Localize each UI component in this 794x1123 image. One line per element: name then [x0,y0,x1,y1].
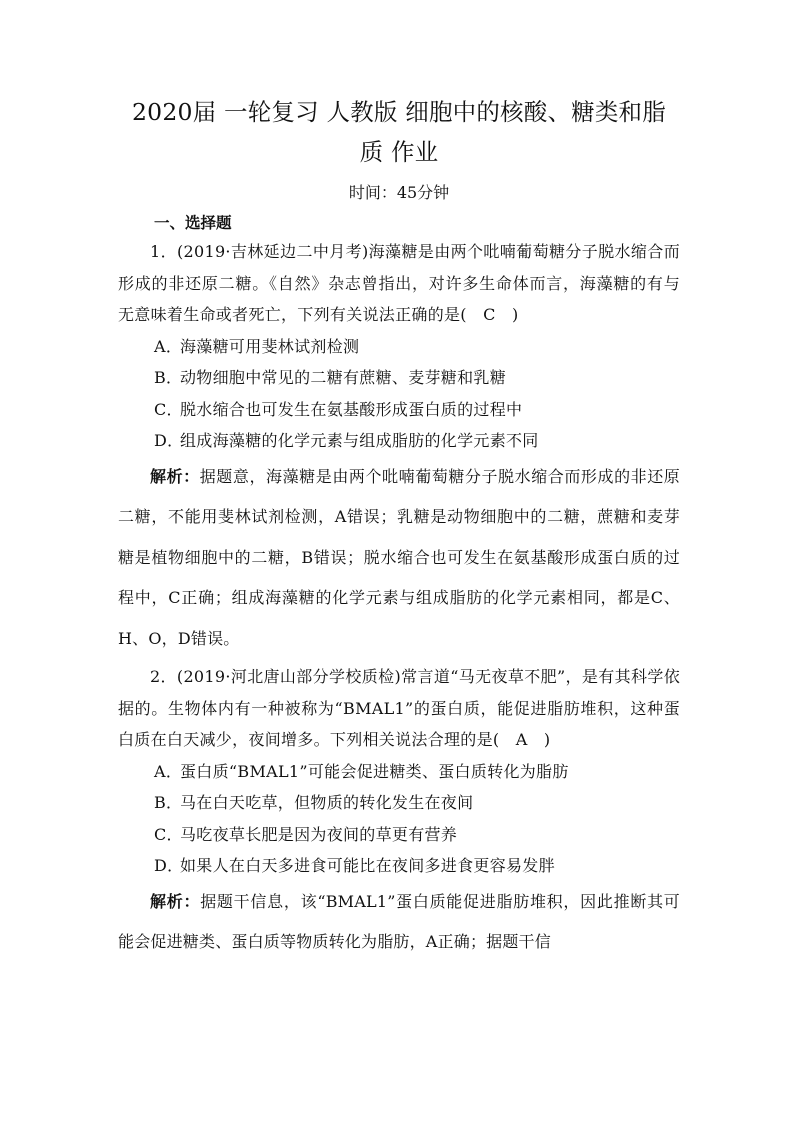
time-limit: 时间：45分钟 [348,183,450,202]
analysis [118,882,680,963]
analysis-label: 解析： [150,466,200,486]
analysis [118,457,680,660]
question-stem: 2．(2019·河北唐山部分学校质检)常言道“马无夜草不肥”，是有其科学依据的。生物体内有一种被称为“BMAL1”的蛋白质，能促进脂肪堆积，这种蛋白质在白天减少，夜间增多。下列相关说法合理的是( A ) [118,667,680,749]
option-d: D．组成海藻糖的化学元素与组成脂肪的化学元素不同 [154,431,539,450]
question-2 [118,661,680,963]
analysis-label: 解析： [150,891,201,911]
analysis-text: 据题干信息，该“BMAL1”蛋白质能促进脂肪堆积，因此推断其可能会促进糖类、蛋白质等物质转化为脂肪，A正确；据题干信 [118,891,680,951]
option-a: A．蛋白质“BMAL1”可能会促进糖类、蛋白质转化为脂肪 [154,761,569,781]
option-a: A．海藻糖可用斐林试剂检测 [154,336,360,356]
title-line-1: 2020届 一轮复习 人教版 细胞中的核酸、糖类和脂 [132,98,666,126]
option-b: B．动物细胞中常见的二糖有蔗糖、麦芽糖和乳糖 [154,368,507,387]
option-c: C．马吃夜草长肥是因为夜间的草更有营养 [154,824,458,844]
title-line-2: 质 作业 [359,138,439,166]
analysis-text: 据题意，海藻糖是由两个吡喃葡萄糖分子脱水缩合而形成的非还原二糖，不能用斐林试剂检测，A错误；乳糖是动物细胞中的二糖，蔗糖和麦芽糖是植物细胞中的二糖，B错误；脱水缩合也可发生在氨基酸形成蛋白质的过程中，C正确；组成海藻糖的化学元素与组成脂肪的化学元素相同，都是C、H、O，D错误。 [118,466,680,648]
document-title [118,92,680,172]
option-b: B．马在白天吃草，但物质的转化发生在夜间 [154,793,474,812]
question-1 [118,236,680,659]
section-heading: 一、选择题 [154,213,232,232]
option-c: C．脱水缩合也可发生在氨基酸形成蛋白质的过程中 [154,399,523,419]
question-stem: 1．(2019·吉林延边二中月考)海藻糖是由两个吡喃葡萄糖分子脱水缩合而形成的非还原二糖。《自然》杂志曾指出，对许多生命体而言，海藻糖的有与无意味着生命或者死亡，下列有关说法正确的是( C ) [118,242,680,324]
option-d: D．如果人在白天多进食可能比在夜间多进食更容易发胖 [154,856,555,875]
document-page [118,92,680,963]
